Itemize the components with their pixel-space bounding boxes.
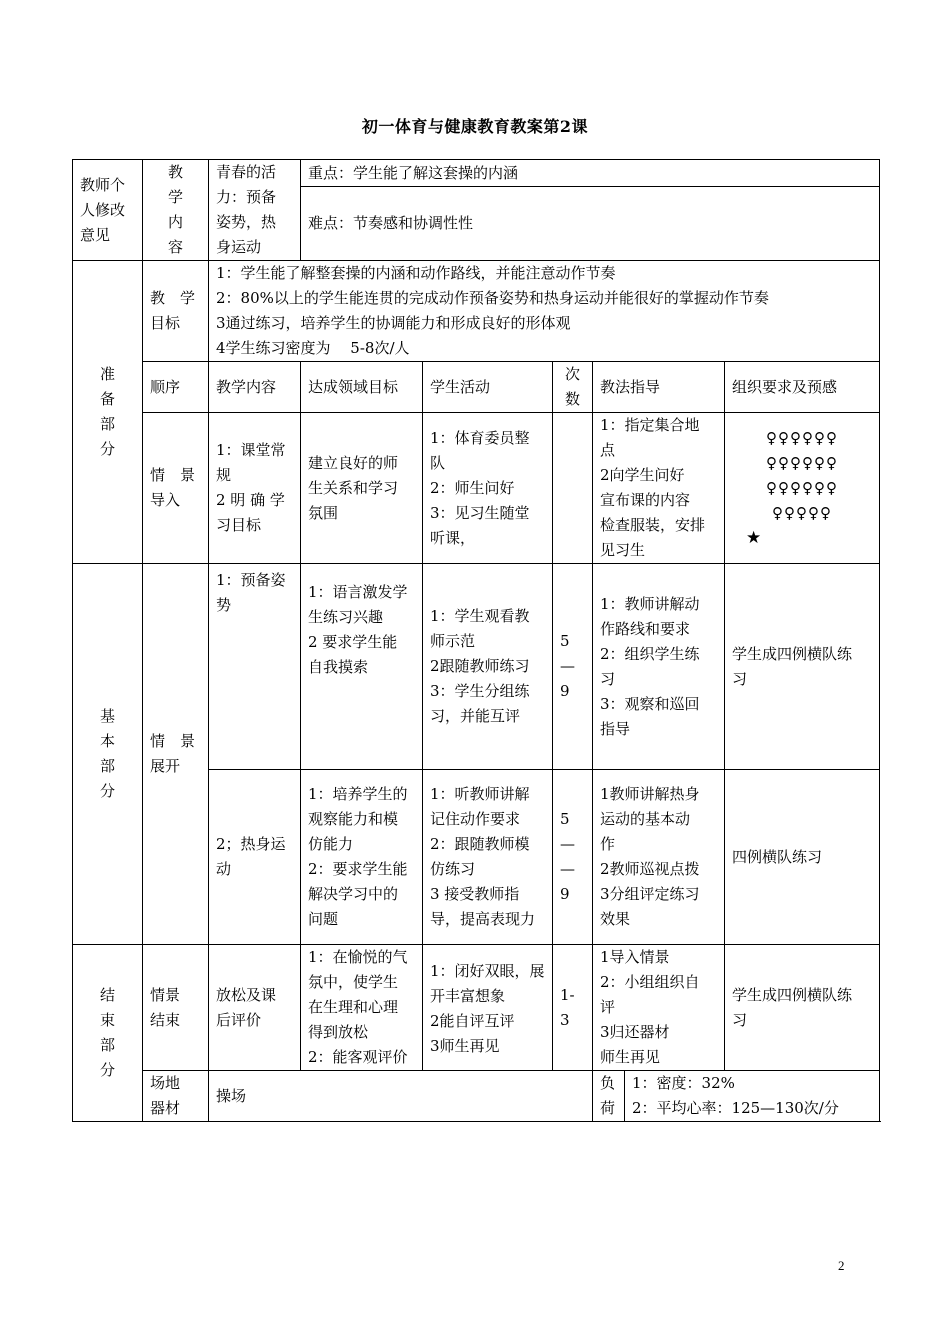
formation-row: ♀♀♀♀♀♀ xyxy=(766,478,838,497)
basic-goal: 2 要求学生能 xyxy=(308,633,398,651)
intro-activity-cell xyxy=(423,413,553,564)
venue-label: 场地 xyxy=(150,1074,181,1092)
intro-goal: 建立良好的师 xyxy=(308,453,399,472)
end-content: 后评价 xyxy=(216,1010,262,1029)
intro-order: 情 景 xyxy=(150,466,196,484)
warmup-method: 运动的基本动 xyxy=(600,810,691,828)
teaching-content-cell xyxy=(209,160,301,261)
basic-org: 习 xyxy=(732,669,748,688)
end-section-label-cell xyxy=(73,945,143,1122)
end-times: 1- xyxy=(560,985,575,1004)
header-times-cell xyxy=(553,362,593,413)
intro-goal: 生关系和学习 xyxy=(308,478,399,497)
intro-content: 习目标 xyxy=(216,516,262,534)
end-activity: 2能自评互评 xyxy=(430,1012,515,1030)
warmup-activity: 1：听教师讲解 xyxy=(430,785,530,803)
end-goal: 得到放松 xyxy=(308,1023,369,1041)
basic-goal: 自我摸索 xyxy=(308,658,369,676)
basic-times-cell xyxy=(553,564,593,770)
goals-label: 教 学 xyxy=(150,289,196,307)
end-section-label: 部 xyxy=(99,1036,115,1054)
basic-activity: 1：学生观看教 xyxy=(430,607,530,625)
teacher-notes-label: 教师个 xyxy=(80,175,126,194)
basic-method: 3：观察和巡回 xyxy=(600,694,700,713)
intro-activity: 1：体育委员整 xyxy=(430,428,530,447)
intro-content: 规 xyxy=(216,466,232,484)
warmup-method: 2教师巡视点拨 xyxy=(600,860,700,878)
basic-order-cell xyxy=(143,564,209,945)
end-goal: 1：在愉悦的气 xyxy=(308,948,408,966)
basic-method: 2：组织学生练 xyxy=(600,644,700,663)
prep-section-label: 备 xyxy=(99,390,115,408)
end-method: 1导入情景 xyxy=(600,948,670,966)
load-value: 2：平均心率：125—130次/分 xyxy=(632,1099,839,1117)
end-org-cell xyxy=(725,945,880,1071)
difficulty-cell xyxy=(301,187,880,261)
end-org: 习 xyxy=(732,1010,748,1029)
end-activity: 开丰富想象 xyxy=(430,987,506,1005)
goal-item: 1：学生能了解整套操的内涵和动作路线，并能注意动作节奏 xyxy=(216,264,616,282)
load-cell xyxy=(625,1071,880,1122)
intro-method: 宣布课的内容 xyxy=(600,491,691,509)
warmup-times: 9 xyxy=(560,885,570,903)
basic-org-cell xyxy=(725,564,880,770)
warmup-goal: 仿能力 xyxy=(308,835,354,853)
basic-method: 作路线和要求 xyxy=(600,619,691,638)
goals-label: 目标 xyxy=(150,314,181,332)
teacher-notes-label-cell xyxy=(73,160,143,261)
end-order: 结束 xyxy=(150,1010,181,1029)
header-order: 顺序 xyxy=(143,362,209,413)
intro-times-cell xyxy=(553,413,593,564)
goal-item: 3通过练习，培养学生的协调能力和形成良好的形体观 xyxy=(216,314,571,332)
end-activity: 1：闭好双眼，展 xyxy=(430,962,545,980)
basic-section-label-cell xyxy=(73,564,143,945)
prep-section-label: 部 xyxy=(99,415,115,433)
teaching-content-text: 力：预备 xyxy=(216,188,277,206)
warmup-times: 5 xyxy=(560,810,570,828)
warmup-activity: 导，提高表现力 xyxy=(430,910,536,928)
teacher-notes-label: 人修改 xyxy=(80,200,126,219)
end-goal: 氛中，使学生 xyxy=(308,973,399,991)
teaching-content-label: 教 xyxy=(167,163,183,181)
warmup-times: — xyxy=(560,860,575,878)
goals-cell xyxy=(209,261,880,362)
intro-content-cell xyxy=(209,413,301,564)
intro-content: 2 明 确 学 xyxy=(216,491,285,509)
warmup-activity: 仿练习 xyxy=(430,860,476,878)
intro-activity: 2：师生问好 xyxy=(430,478,515,497)
end-section-label: 结 xyxy=(99,986,115,1004)
warmup-method: 1教师讲解热身 xyxy=(600,785,700,803)
basic-org: 学生成四例横队练 xyxy=(732,644,853,663)
goals-label-cell xyxy=(143,261,209,362)
warmup-goal: 解决学习中的 xyxy=(308,885,399,903)
warmup-goal: 1：培养学生的 xyxy=(308,785,408,803)
basic-method: 1：教师讲解动 xyxy=(600,594,700,613)
prep-section-label: 分 xyxy=(99,440,115,458)
teaching-content-label: 容 xyxy=(167,238,183,256)
warmup-goal: 观察能力和模 xyxy=(308,810,399,828)
warmup-org-cell xyxy=(725,770,880,945)
intro-method: 见习生 xyxy=(600,541,646,559)
basic-goal-cell xyxy=(301,564,423,770)
end-method: 2：小组组织自 xyxy=(600,973,700,991)
intro-formation-cell xyxy=(725,413,880,564)
warmup-activity: 3 接受教师指 xyxy=(430,885,520,903)
teaching-content-label: 内 xyxy=(167,213,183,231)
formation-row: ♀♀♀♀♀♀ xyxy=(766,453,838,472)
warmup-goal: 2：要求学生能 xyxy=(308,860,408,878)
basic-activity: 3：学生分组练 xyxy=(430,682,530,700)
end-method: 3归还器材 xyxy=(600,1023,670,1041)
intro-activity: 队 xyxy=(430,453,446,472)
end-goal: 2：能客观评价 xyxy=(308,1048,408,1066)
warmup-method: 效果 xyxy=(600,910,631,928)
warmup-org: 四例横队练习 xyxy=(732,847,823,866)
goal-item: 2：80%以上的学生能连贯的完成动作预备姿势和热身运动并能很好的掌握动作节奏 xyxy=(216,289,769,307)
warmup-goal-cell xyxy=(301,770,423,945)
end-goal-cell xyxy=(301,945,423,1071)
warmup-content: 2；热身运 xyxy=(216,835,286,853)
basic-content: 势 xyxy=(216,596,232,614)
intro-order-cell xyxy=(143,413,209,564)
basic-section-label: 分 xyxy=(99,782,115,800)
load-label: 负 xyxy=(600,1074,616,1092)
end-times: 3 xyxy=(560,1010,570,1029)
end-method-cell xyxy=(593,945,725,1071)
warmup-activity: 2：跟随教师模 xyxy=(430,835,530,853)
basic-activity: 师示范 xyxy=(430,632,476,650)
teaching-content-text: 青春的活 xyxy=(216,163,277,181)
venue-label: 器材 xyxy=(150,1099,181,1117)
warmup-method-cell xyxy=(593,770,725,945)
header-org: 组织要求及预感 xyxy=(725,362,880,413)
venue-value: 操场 xyxy=(209,1071,593,1122)
warmup-goal: 问题 xyxy=(308,910,339,928)
intro-content: 1：课堂常 xyxy=(216,441,286,459)
end-activity: 3师生再见 xyxy=(430,1037,500,1055)
prep-section-label-cell xyxy=(73,261,143,564)
basic-times: — xyxy=(560,657,575,675)
load-label-cell xyxy=(593,1071,625,1122)
page-number: 2 xyxy=(838,1258,845,1273)
formation-row: ♀♀♀♀♀ xyxy=(772,503,832,522)
teaching-content-label-cell xyxy=(143,160,209,261)
end-content-cell xyxy=(209,945,301,1071)
teaching-content-text: 身运动 xyxy=(216,238,262,256)
end-content: 放松及课 xyxy=(216,985,277,1004)
basic-activity: 习，并能互评 xyxy=(430,707,521,725)
basic-method: 习 xyxy=(600,669,616,688)
header-method: 教法指导 xyxy=(593,362,725,413)
intro-method-cell xyxy=(593,413,725,564)
intro-order: 导入 xyxy=(150,491,181,509)
end-goal: 在生理和心理 xyxy=(308,998,399,1016)
basic-activity: 2跟随教师练习 xyxy=(430,657,530,675)
warmup-activity: 记住动作要求 xyxy=(430,810,521,828)
end-method: 师生再见 xyxy=(600,1048,661,1066)
header-times: 数 xyxy=(564,390,580,408)
basic-times: 5 xyxy=(560,632,570,650)
load-value: 1：密度：32% xyxy=(632,1074,735,1092)
teaching-content-label: 学 xyxy=(167,188,183,206)
teaching-content-text: 姿势，热 xyxy=(216,213,277,231)
page-title: 初一体育与健康教育教案第2课 xyxy=(361,117,589,136)
difficulty-text: 难点：节奏感和协调性性 xyxy=(308,214,474,233)
basic-method-cell xyxy=(593,564,725,770)
basic-goal: 生练习兴趣 xyxy=(308,608,384,626)
basic-activity-cell xyxy=(423,564,553,770)
warmup-content-cell xyxy=(209,770,301,945)
lesson-plan-table xyxy=(72,159,880,1122)
prep-section-label: 准 xyxy=(99,365,115,383)
formation-row: ♀♀♀♀♀♀ xyxy=(766,428,838,447)
teacher-notes-label: 意见 xyxy=(80,225,111,244)
intro-method: 1：指定集合地 xyxy=(600,416,700,434)
end-section-label: 分 xyxy=(99,1061,115,1079)
end-org: 学生成四例横队练 xyxy=(732,985,853,1004)
warmup-activity-cell xyxy=(423,770,553,945)
goal-item: 4学生练习密度为 5-8次/人 xyxy=(216,339,410,357)
header-activity: 学生活动 xyxy=(423,362,553,413)
load-label: 荷 xyxy=(600,1099,616,1117)
warmup-times: — xyxy=(560,835,575,853)
header-times: 次 xyxy=(564,365,580,383)
basic-section-label: 本 xyxy=(99,732,115,750)
basic-order: 情 景 xyxy=(150,732,196,750)
warmup-method: 作 xyxy=(600,835,616,853)
end-section-label: 束 xyxy=(99,1011,115,1029)
intro-method: 检查服装，安排 xyxy=(600,516,706,534)
intro-method: 点 xyxy=(600,441,616,459)
key-point-cell xyxy=(301,160,880,187)
intro-goal-cell xyxy=(301,413,423,564)
basic-content-cell xyxy=(209,564,301,770)
end-activity-cell xyxy=(423,945,553,1071)
intro-activity: 听课， xyxy=(430,528,476,547)
basic-method: 指导 xyxy=(600,719,631,738)
warmup-times-cell xyxy=(553,770,593,945)
warmup-content: 动 xyxy=(216,860,232,878)
warmup-method: 3分组评定练习 xyxy=(600,885,700,903)
end-order-cell xyxy=(143,945,209,1071)
end-order: 情景 xyxy=(150,985,181,1004)
end-method: 评 xyxy=(600,998,616,1016)
header-goal: 达成领域目标 xyxy=(301,362,423,413)
header-content: 教学内容 xyxy=(209,362,301,413)
basic-order: 展开 xyxy=(150,757,181,775)
basic-content: 1：预备姿 xyxy=(216,571,286,589)
teacher-star-icon: ★ xyxy=(746,527,762,548)
basic-times: 9 xyxy=(560,682,570,700)
basic-goal: 1：语言激发学 xyxy=(308,583,408,601)
end-times-cell xyxy=(553,945,593,1071)
basic-section-label: 部 xyxy=(99,757,115,775)
key-point-text: 重点：学生能了解这套操的内涵 xyxy=(308,163,519,182)
intro-method: 2向学生问好 xyxy=(600,466,685,484)
basic-section-label: 基 xyxy=(99,707,115,725)
intro-goal: 氛围 xyxy=(308,503,339,522)
intro-activity: 3：见习生随堂 xyxy=(430,503,530,522)
venue-label-cell xyxy=(143,1071,209,1122)
